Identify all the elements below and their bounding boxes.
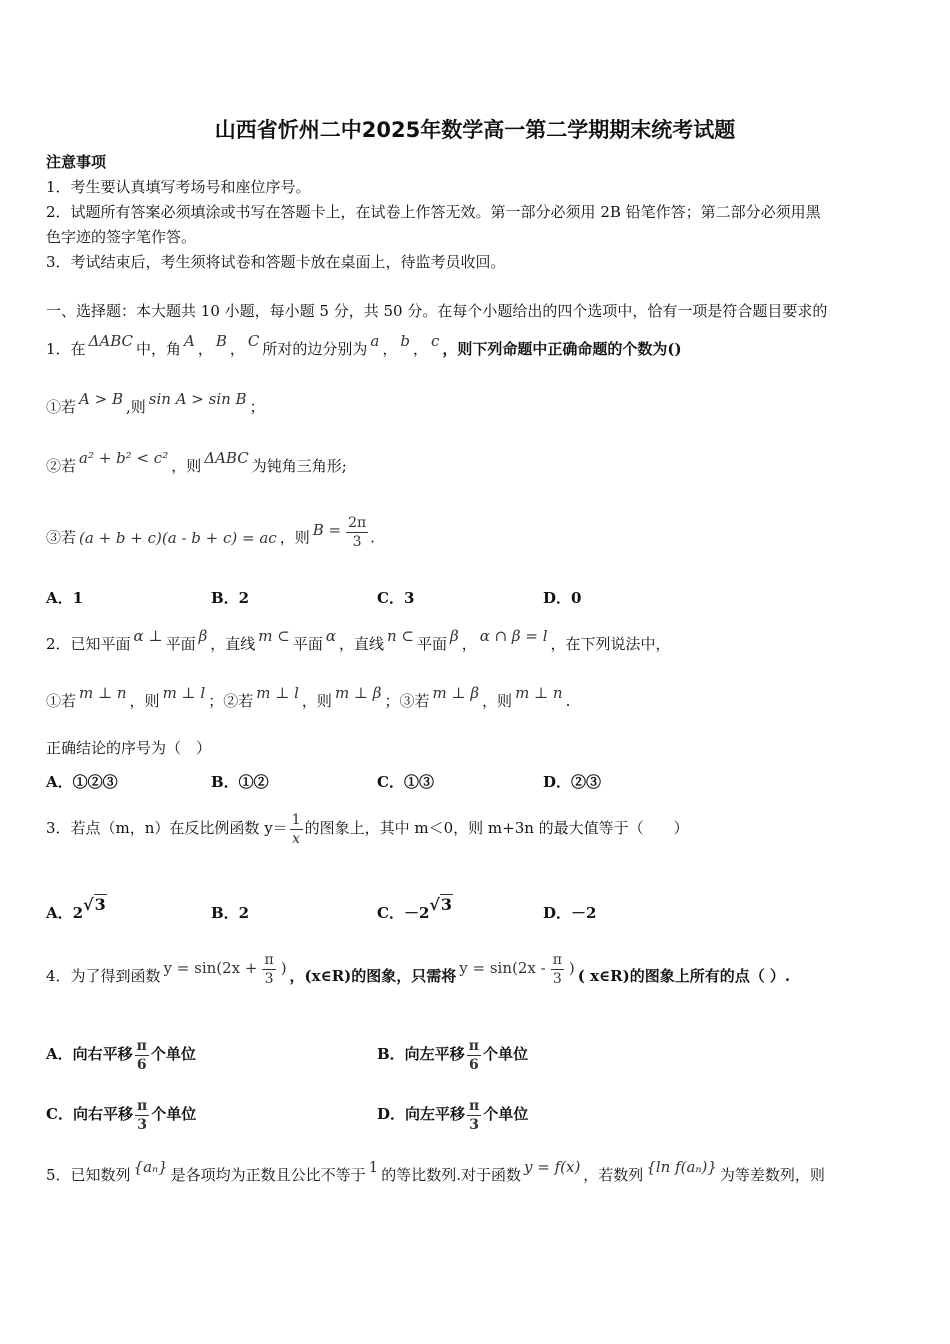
notice-item-2-cont: 色字迹的签字笔作答。: [46, 228, 197, 246]
q2-s-text-7: .: [565, 692, 571, 710]
q4-option-d-den: 3: [469, 1116, 480, 1133]
q1-s3-condition: (a + b + c)(a - b + c) = ac: [79, 528, 277, 547]
q1-side-a: a: [370, 332, 380, 350]
q4-option-a: [46, 1034, 196, 1074]
notice-item-3: 3．考试结束后，考生须将试卷和答题卡放在桌面上，待监考员收回。: [46, 253, 506, 271]
q2-s-text-5: ；③若: [384, 692, 430, 710]
q2-s-math-4: m ⊥ β: [334, 684, 382, 702]
q1-s1-end: ；: [249, 398, 265, 416]
q1-option-d: D．0: [543, 589, 582, 607]
q4-func-2-end: ): [568, 959, 575, 977]
q1-s2-end: 为钝角三角形;: [251, 457, 347, 475]
q2-text-1: 2．已知平面: [46, 635, 131, 653]
q2-s-text-1: ①若: [46, 692, 77, 710]
q1-option-a: A．1: [46, 589, 84, 607]
q2-option-a: A．①②③: [46, 773, 118, 791]
q3-option-a: [46, 895, 107, 924]
q1-text-1: 1．在: [46, 340, 86, 358]
question-1: 1．在 ΔABC 中，角 A ， B ， C 所对的边分别为 a ， b ， c ，则下列命题中正确命题的个数为(): [46, 332, 682, 358]
q2-option-d: D．②③: [543, 773, 602, 791]
q1-option-b: B．2: [211, 589, 250, 607]
q2-math-4: α: [325, 627, 336, 645]
q2-text-7: ，: [461, 635, 477, 653]
q4-func-1-den: 3: [264, 970, 274, 987]
q2-text-8: ，在下列说法中，: [550, 635, 671, 653]
q5-text-2: 是各项均为正数且公比不等于: [170, 1166, 366, 1184]
q4-option-b-post: 个单位: [482, 1045, 528, 1063]
q1-s2-prefix: ②若: [46, 457, 77, 475]
q1-statement-2: [46, 449, 347, 477]
q1-option-c: C．3: [377, 589, 415, 607]
q4-func-1-num: π: [264, 951, 274, 968]
q4-option-a-fraction: [135, 1037, 149, 1074]
q4-option-a-den: 6: [136, 1056, 147, 1073]
q1-text-4: ，则下列命题中正确命题的个数为(: [442, 340, 675, 358]
q1-side-b: b: [400, 332, 410, 350]
q2-s-text-3: ；②若: [208, 692, 254, 710]
q3-option-c-label: C．－2: [377, 904, 430, 922]
q1-s3-lhs: B =: [312, 520, 342, 539]
sqrt-icon: √3: [429, 895, 453, 914]
q2-math-3: m ⊂: [258, 627, 290, 645]
q2-s-text-4: ，则: [301, 692, 332, 710]
q5-text-4: ，若数列: [583, 1166, 644, 1184]
q2-s-text-6: ，则: [482, 692, 513, 710]
q2-text-4: 平面: [292, 635, 323, 653]
q5-math-1: {aₙ}: [133, 1158, 168, 1176]
q4-option-d-num: π: [469, 1097, 480, 1114]
q1-text-2: 中，角: [136, 340, 182, 358]
q1-s3-then: ，则: [279, 528, 310, 547]
q4-option-c-num: π: [136, 1097, 148, 1114]
q3-option-c: [377, 895, 453, 924]
q1-angle-B: B: [215, 332, 227, 350]
q3-denominator: x: [292, 830, 301, 847]
q1-s1-condition: A > B: [79, 390, 123, 408]
q2-s-math-1: m ⊥ n: [79, 684, 127, 702]
q2-s-math-2: m ⊥ l: [162, 684, 206, 702]
q1-triangle: ΔABC: [88, 332, 133, 350]
q4-option-b-pre: B．向左平移: [377, 1045, 465, 1063]
q5-text-1: 5．已知数列: [46, 1166, 131, 1184]
q1-s3-denominator: 3: [352, 534, 362, 550]
q3-numerator: 1: [291, 811, 301, 828]
q1-s3-fraction: [346, 514, 368, 551]
q1-statement-3: [46, 515, 375, 557]
q4-option-b-den: 6: [468, 1056, 479, 1073]
q2-s-text-2: ，则: [129, 692, 160, 710]
q4-option-b: [377, 1034, 528, 1074]
q5-text-5: 为等差数列，则: [719, 1166, 825, 1184]
q1-angle-A: A: [184, 332, 195, 350]
q3-text-1: 3．若点（m，n）在反比例函数 y＝: [46, 819, 288, 837]
q4-option-c-fraction: [135, 1097, 149, 1134]
q1-s1-then: ,则: [125, 398, 146, 416]
q4-option-d-pre: D．向左平移: [377, 1105, 466, 1123]
q1-s3-numerator: 2π: [348, 515, 367, 531]
q4-func-2-den: 3: [552, 970, 562, 987]
q1-s3-end: .: [370, 528, 375, 547]
q4-option-c-den: 3: [137, 1116, 147, 1133]
q4-func-2-start: y = sin(2x -: [459, 959, 546, 977]
q2-math-1: α ⊥: [133, 627, 163, 645]
q4-option-d: [377, 1094, 528, 1134]
q5-math-3: y = f(x): [524, 1158, 581, 1176]
q2-text-3: ，直线: [210, 635, 256, 653]
q2-option-b: B．①②: [211, 773, 269, 791]
page-title: 山西省忻州二中2025年数学高一第二学期期末统考试题: [214, 118, 736, 142]
q3-fraction: [290, 811, 303, 848]
question-5: [46, 1158, 825, 1186]
q5-text-3: 的等比数列.对于函数: [381, 1166, 521, 1184]
q4-text-2: ，(x∈R)的图象，只需将: [289, 967, 457, 985]
q4-func-1-end: ): [280, 959, 287, 977]
q2-statements: [46, 684, 571, 712]
q1-s2-condition: a² + b² < c²: [79, 449, 169, 467]
q1-s1-conclusion: sin A > sin B: [148, 390, 247, 408]
question-2: [46, 627, 671, 655]
q4-option-c-pre: C．向右平移: [46, 1105, 133, 1123]
section-heading: 一、选择题：本大题共 10 小题，每小题 5 分，共 50 分。在每个小题给出的四个选项中，恰有一项是符合题目要求的: [46, 302, 828, 320]
q1-text-5: ): [674, 340, 682, 358]
q2-math-2: β: [198, 627, 208, 645]
q1-s3-prefix: ③若: [46, 528, 77, 547]
q3-option-a-radicand: 3: [94, 895, 106, 914]
sqrt-icon: √3: [83, 895, 106, 914]
q2-ask: 正确结论的序号为（ ）: [46, 739, 212, 757]
q4-option-c-post: 个单位: [151, 1105, 197, 1123]
question-3: [46, 808, 689, 848]
q4-text-3: ( x∈R)的图象上所有的点（ ）.: [577, 967, 791, 985]
q3-option-a-label: A．2: [46, 904, 84, 922]
notice-heading: 注意事项: [46, 153, 107, 171]
q2-math-5: n ⊂: [387, 627, 414, 645]
q1-s1-prefix: ①若: [46, 398, 77, 416]
question-4: [46, 951, 791, 996]
q2-math-7: α ∩ β = l: [479, 627, 548, 645]
q1-text-3: 所对的边分别为: [262, 340, 368, 358]
q4-text-1: 4．为了得到函数: [46, 967, 161, 985]
q2-s-math-3: m ⊥ l: [256, 684, 299, 702]
q3-option-b: B．2: [211, 904, 250, 922]
q4-option-a-pre: A．向右平移: [46, 1045, 133, 1063]
q3-option-c-radicand: 3: [440, 895, 453, 914]
q4-option-b-num: π: [468, 1037, 479, 1054]
q1-side-c: c: [431, 332, 440, 350]
q4-option-a-num: π: [136, 1037, 147, 1054]
q4-func-2-fraction: [551, 951, 564, 988]
q2-text-6: 平面: [417, 635, 448, 653]
q4-option-d-post: 个单位: [483, 1105, 529, 1123]
q2-text-2: 平面: [165, 635, 196, 653]
q5-math-4: {ln f(aₙ)}: [646, 1158, 717, 1176]
q1-s2-triangle: ΔABC: [204, 449, 249, 467]
notice-item-2: 2．试题所有答案必须填涂或书写在答题卡上，在试卷上作答无效。第一部分必须用 2B 铅笔作答；第二部分必须用黑: [46, 203, 821, 221]
q2-text-5: ，直线: [338, 635, 384, 653]
q2-option-c: C．①③: [377, 773, 434, 791]
q2-math-6: β: [450, 627, 459, 645]
q4-option-b-fraction: [467, 1037, 481, 1074]
q2-s-math-6: m ⊥ n: [515, 684, 563, 702]
q1-angle-C: C: [247, 332, 260, 350]
q4-option-a-post: 个单位: [150, 1045, 196, 1063]
q1-statement-1: [46, 390, 265, 418]
q5-math-2: 1: [368, 1158, 379, 1176]
q1-s2-then: ，则: [171, 457, 202, 475]
q3-text-2: 的图象上，其中 m＜0，则 m+3n 的最大值等于（ ）: [304, 819, 689, 837]
q4-option-d-fraction: [467, 1097, 481, 1134]
q4-func-2-num: π: [552, 951, 562, 968]
q3-option-d: D．－2: [543, 904, 597, 922]
q4-func-1-start: y = sin(2x +: [163, 959, 258, 977]
q4-option-c: [46, 1094, 196, 1134]
q2-s-math-5: m ⊥ β: [432, 684, 480, 702]
notice-item-1: 1．考生要认真填写考场号和座位序号。: [46, 178, 311, 196]
q4-func-1-fraction: [262, 951, 275, 988]
